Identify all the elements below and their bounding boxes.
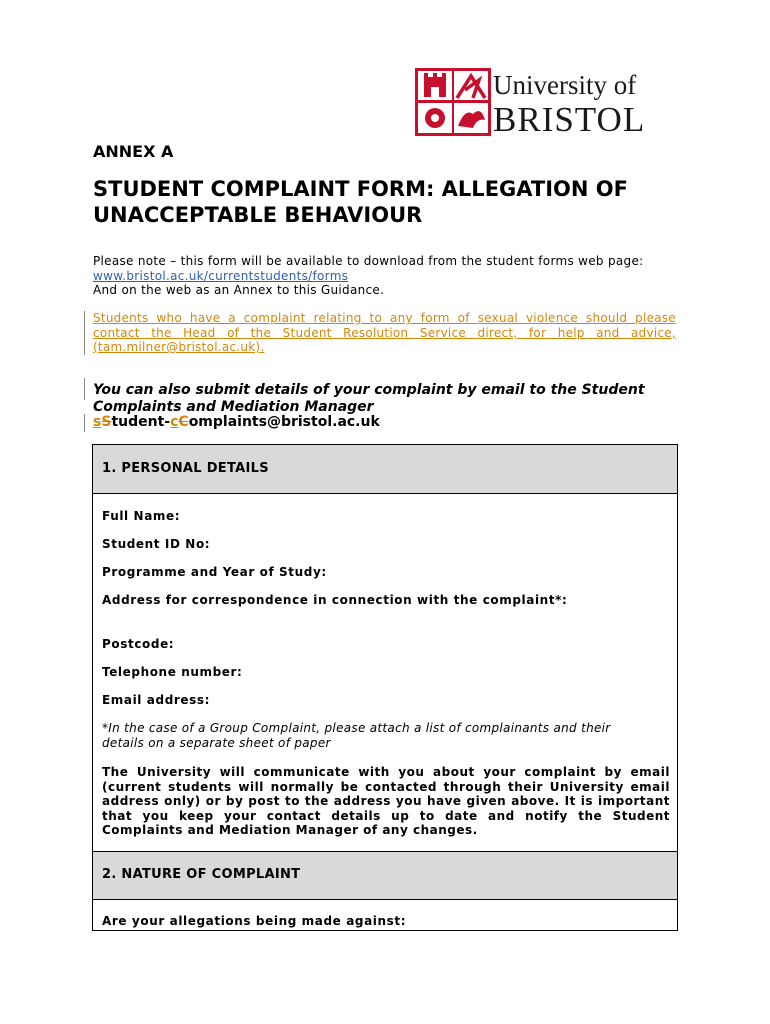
email-part: tudent- bbox=[111, 414, 171, 430]
sexual-violence-note: Students who have a complaint relating to any form of sexual violence should please contact the Head of the Student Resolution Service direct, for help and advice, (tam.milner@bristol.ac.uk). bbox=[93, 311, 676, 354]
complaint-form-table bbox=[92, 444, 678, 931]
section-2-heading: 2. NATURE OF COMPLAINT bbox=[102, 867, 301, 882]
group-complaint-note: *In the case of a Group Complaint, please attach a list of complainants and their details on a separate sheet of paper bbox=[102, 721, 611, 750]
email-part: omplaints@bristol.ac.uk bbox=[188, 414, 380, 430]
full-name-field[interactable]: Full Name: bbox=[102, 509, 181, 523]
postcode-field[interactable]: Postcode: bbox=[102, 637, 175, 651]
email-deletion: S bbox=[101, 414, 112, 430]
section-nature-of-complaint bbox=[93, 851, 677, 900]
student-forms-link[interactable]: www.bristol.ac.uk/currentstudents/forms bbox=[93, 268, 349, 283]
student-id-field[interactable]: Student ID No: bbox=[102, 537, 211, 551]
allegations-question: Are your allegations being made against: bbox=[102, 914, 407, 928]
email-field[interactable]: Email address: bbox=[102, 693, 211, 707]
telephone-field[interactable]: Telephone number: bbox=[102, 665, 243, 679]
university-logo bbox=[415, 68, 660, 138]
university-crest-icon bbox=[415, 68, 491, 136]
section-1-heading: 1. PERSONAL DETAILS bbox=[102, 461, 269, 476]
page-title: STUDENT COMPLAINT FORM: ALLEGATION OF UNACCEPTABLE BEHAVIOUR bbox=[93, 177, 628, 227]
communication-note: The University will communicate with you about your complaint by email (current students will normally be contacted through their University email address only) or by post to the address you have given above. It is important that you keep your contact details up to date and notify the Student Complaints and Mediation Manager of any changes. bbox=[102, 765, 670, 837]
logo-line-bristol: BRISTOL bbox=[493, 100, 646, 139]
email-insertion: s bbox=[93, 414, 102, 430]
address-field[interactable]: Address for correspondence in connection with the complaint*: bbox=[102, 593, 568, 607]
annex-label: ANNEX A bbox=[93, 142, 174, 161]
complaints-email[interactable] bbox=[93, 414, 380, 430]
change-bar bbox=[84, 378, 85, 400]
email-deletion: C bbox=[178, 414, 189, 430]
logo-line-university: University of bbox=[493, 70, 637, 100]
change-bar bbox=[84, 311, 85, 355]
programme-field[interactable]: Programme and Year of Study: bbox=[102, 565, 327, 579]
download-note bbox=[93, 254, 643, 298]
download-note-line: Please note – this form will be available to download from the student forms web page: bbox=[93, 254, 644, 268]
section-personal-details bbox=[93, 445, 677, 494]
change-bar bbox=[84, 414, 85, 432]
email-insertion: c bbox=[170, 414, 179, 430]
email-submission-note: You can also submit details of your complaint by email to the Student Complaints and Mediation Manager bbox=[93, 382, 645, 415]
annex-note-line: And on the web as an Annex to this Guidance. bbox=[93, 283, 385, 297]
